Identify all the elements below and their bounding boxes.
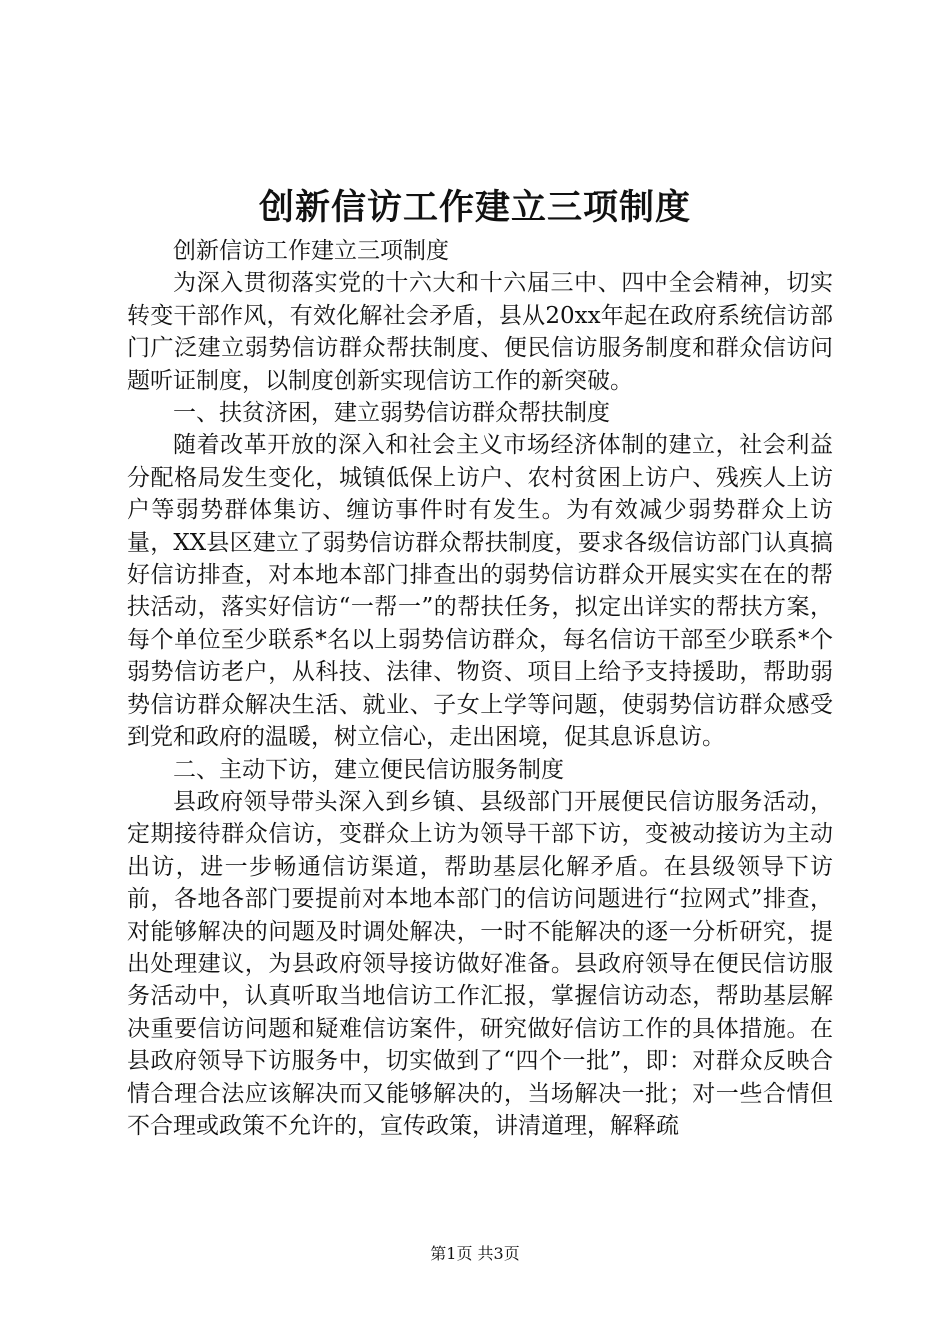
document-body: [127, 235, 833, 1142]
section-heading-2: 二、主动下访，建立便民信访服务制度: [173, 756, 564, 783]
paragraph-subtitle: 创新信访工作建立三项制度: [173, 238, 449, 264]
paragraph-intro: 为深入贯彻落实党的十六大和十六届三中、四中全会精神，切实转变干部作风，有效化解社会矛盾，县从20xx年起在政府系统信访部门广泛建立弱势信访群众帮扶制度、便民信访服务制度和群众信访问题听证制度，以制度创新实现信访工作的新突破。: [127, 270, 833, 394]
paragraph-section-2: 县政府领导带头深入到乡镇、县级部门开展便民信访服务活动，定期接待群众信访，变群众上访为领导干部下访，变被动接访为主动出访，进一步畅通信访渠道，帮助基层化解矛盾。在县级领导下访前，各地各部门要提前对本地本部门的信访问题进行“拉网式”排查，对能够解决的问题及时调处解决，一时不能解决的逐一分析研究，提出处理建议，为县政府领导接访做好准备。县政府领导在便民信访服务活动中，认真听取当地信访工作汇报，掌握信访动态，帮助基层解决重要信访问题和疑难信访案件，研究做好信访工作的具体措施。在县政府领导下访服务中，切实做到了“四个一批”，即：对群众反映合情合理合法应该解决而又能够解决的，当场解决一批；对一些合情但不合理或政策不允许的，宣传政策，讲清道理，解释疏: [127, 788, 833, 1139]
page-number: 第1页 共3页: [430, 1244, 520, 1263]
section-heading-1: 一、扶贫济困，建立弱势信访群众帮扶制度: [173, 400, 610, 427]
document-title: 创新信访工作建立三项制度: [258, 187, 691, 228]
paragraph-section-1: 随着改革开放的深入和社会主义市场经济体制的建立，社会利益分配格局发生变化，城镇低保上访户、农村贫困上访户、残疾人上访户等弱势群体集访、缠访事件时有发生。为有效减少弱势群众上访量，XX县区建立了弱势信访群众帮扶制度，要求各级信访部门认真搞好信访排查，对本地本部门排查出的弱势信访群众开展实实在在的帮扶活动，落实好信访“一帮一”的帮扶任务，拟定出详实的帮扶方案，每个单位至少联系*名以上弱势信访群众，每名信访干部至少联系*个弱势信访老户，从科技、法律、物资、项目上给予支持援助，帮助弱势信访群众解决生活、就业、子女上学等问题，使弱势信访群众感受到党和政府的温暖，树立信心，走出困境，促其息诉息访。: [127, 432, 833, 751]
